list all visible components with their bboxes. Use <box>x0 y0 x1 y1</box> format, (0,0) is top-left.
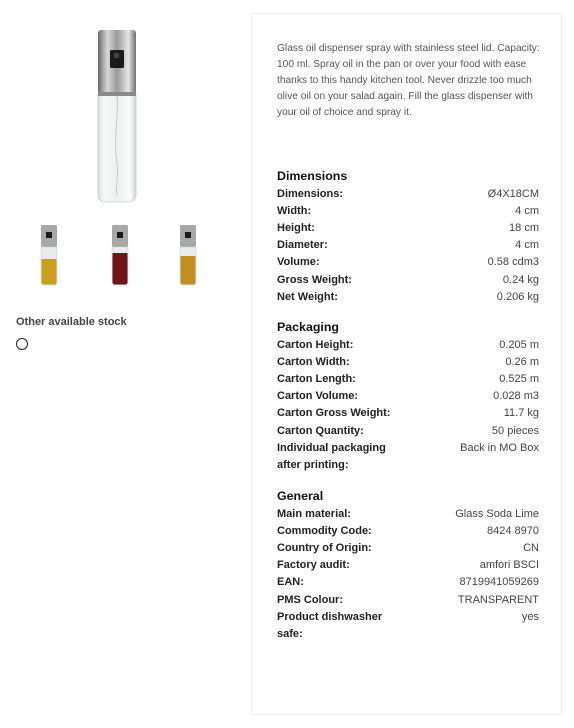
spec-value: 0.205 m <box>499 339 539 351</box>
spec-label: Height: <box>277 222 315 235</box>
spec-value: 50 pieces <box>491 424 539 437</box>
spec-label: Diameter: <box>277 239 328 252</box>
spec-value: TRANSPARENT <box>457 593 539 606</box>
spec-value: Ø4X18CM <box>487 188 539 200</box>
spec-label: Carton Quantity: <box>277 424 364 437</box>
spec-label: Gross Weight: <box>277 273 352 286</box>
spec-label: Net Weight: <box>277 290 338 303</box>
stock-radio-button[interactable] <box>16 338 28 350</box>
spec-value: yes <box>521 610 539 623</box>
spray-bottle-amber-oil-icon[interactable] <box>176 224 200 286</box>
spec-label: Factory audit: <box>277 559 350 572</box>
product-gallery <box>0 0 250 728</box>
general-title: General <box>277 489 324 503</box>
spec-label: PMS Colour: <box>277 593 343 606</box>
dimensions-title: Dimensions <box>277 169 348 183</box>
spec-value: amfori BSCI <box>479 559 539 572</box>
spec-value: 0.206 kg <box>496 290 539 303</box>
spec-value: 8719941059269 <box>459 576 539 589</box>
spec-label: Country of Origin: <box>277 542 372 555</box>
spec-value: CN <box>523 542 539 555</box>
spec-value: 0.24 kg <box>502 273 539 286</box>
spec-label: Width: <box>277 205 312 218</box>
spec-value: Glass Soda Lime <box>455 508 539 520</box>
spec-value: 4 cm <box>515 239 539 252</box>
spec-value: 0.525 m <box>499 373 539 386</box>
spec-label: Commodity Code: <box>277 525 372 538</box>
spec-label: Individual packaging after printing: <box>277 441 386 471</box>
spec-label: Volume: <box>277 256 320 269</box>
other-stock-title: Other available stock <box>16 316 127 328</box>
spec-value: 18 cm <box>509 222 539 235</box>
spec-label: Carton Height: <box>277 339 354 351</box>
spec-value: 11.7 kg <box>503 407 539 420</box>
spec-label: Carton Volume: <box>277 390 359 403</box>
spec-value: Back in MO Box <box>460 441 539 454</box>
spec-label: Carton Length: <box>277 373 356 386</box>
spec-value: 8424 8970 <box>487 525 539 538</box>
glass-spray-bottle-icon[interactable] <box>92 28 142 204</box>
spec-value: 0.58 cdm3 <box>487 256 539 269</box>
spec-value: 0.26 m <box>505 356 539 369</box>
spec-label: Carton Gross Weight: <box>277 407 391 420</box>
thumbnail-strip <box>0 224 250 288</box>
spec-label: Dimensions: <box>277 188 344 200</box>
packaging-title: Packaging <box>277 320 339 334</box>
product-description: Glass oil dispenser spray with stainless steel lid. Capacity: 100 ml. Spray oil in the pan or over your food with ease thanks to this handy kitchen tool. Never drizzle too much olive oil on your salad again. Fill the glass dispenser with your oil of choice and spray it. <box>277 43 540 118</box>
spec-label: Main material: <box>277 508 351 520</box>
spec-value: 0.028 m3 <box>493 390 539 403</box>
spray-bottle-red-vinegar-icon[interactable] <box>108 224 132 286</box>
spec-label: Product dishwasher safe: <box>277 610 383 640</box>
spec-label: EAN: <box>277 576 304 589</box>
spray-bottle-olive-oil-icon[interactable] <box>37 224 61 286</box>
spec-label: Carton Width: <box>277 356 350 369</box>
product-details-panel <box>251 13 562 715</box>
spec-value: 4 cm <box>515 205 539 218</box>
